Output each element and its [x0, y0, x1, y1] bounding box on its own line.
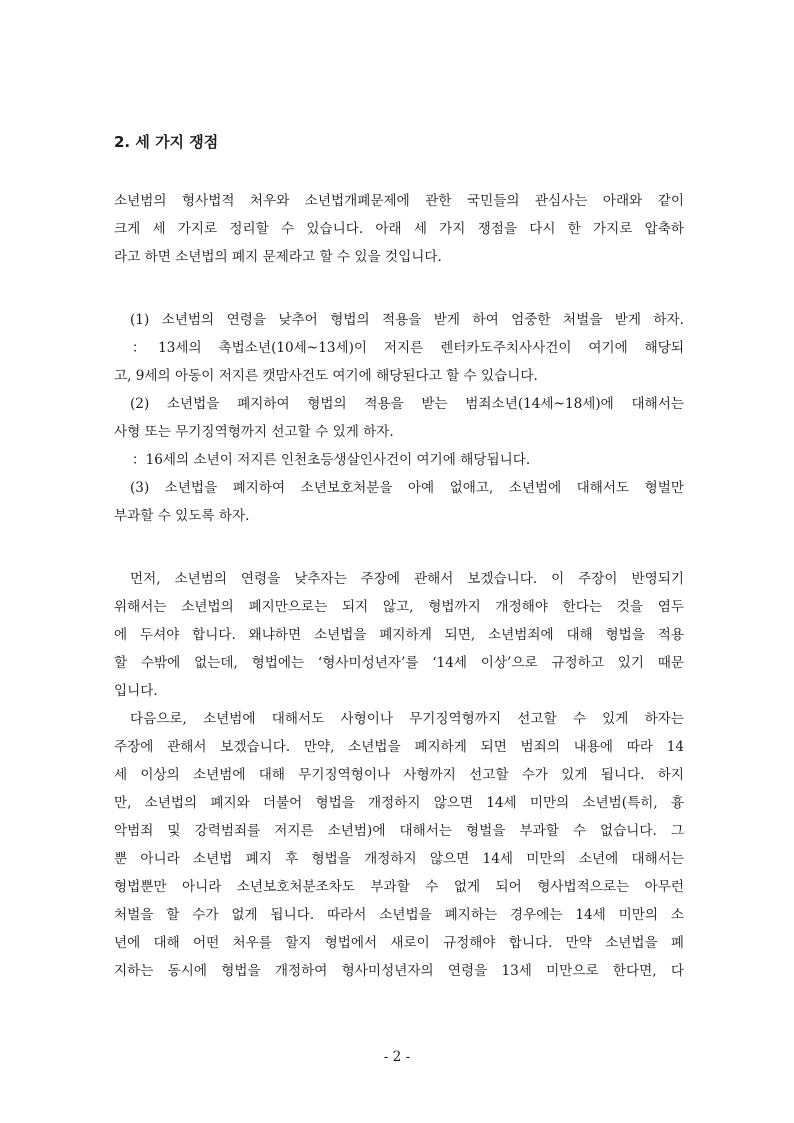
paragraph-line: 라고 하면 소년법의 폐지 문제라고 할 수 있을 것입니다. [114, 249, 442, 265]
paragraph-line: 소년범의 형사법적 처우와 소년법개폐문제에 관한 국민들의 관심사는 아래와 같이 [114, 193, 684, 209]
paragraph-line: 년에 대해 어떤 처우를 할지 형법에서 새로이 규정해야 합니다. 만약 소년법을 폐 [114, 935, 684, 951]
paragraph-line: 다음으로, 소년범에 대해서도 사형이나 무기징역형까지 선고할 수 있게 하자는 [130, 711, 684, 727]
paragraph-line: 만, 소년법의 폐지와 더불어 형법을 개정하지 않으면 14세 미만의 소년범(특히, 흉 [114, 795, 684, 811]
issue-item-2-cont: 사형 또는 무기징역형까지 선고할 수 있게 하자. [114, 424, 394, 440]
section-heading: 2. 세 가지 쟁점 [114, 133, 219, 151]
paragraph-line: 먼저, 소년범의 연령을 낮추자는 주장에 관해서 보겠습니다. 이 주장이 반영되기 [130, 571, 684, 587]
paragraph-line: 처벌을 할 수가 없게 됩니다. 따라서 소년법을 폐지하는 경우에는 14세 미만의 소 [114, 907, 684, 923]
paragraph-line: 입니다. [114, 683, 158, 699]
paragraph-line: 지하는 동시에 형법을 개정하여 형사미성년자의 연령을 13세 미만으로 한다면, 다 [114, 963, 684, 979]
paragraph-line: 위해서는 소년법의 폐지만으로는 되지 않고, 형법까지 개정해야 한다는 것을 염두 [114, 599, 684, 615]
paragraph-line: 세 이상의 소년범에 대해 무기징역형이나 사형까지 선고할 수가 있게 됩니다. 하지 [114, 767, 684, 783]
page-number: - 2 - [383, 1049, 411, 1065]
issue-note-1-cont: 고, 9세의 아동이 저지른 캣맘사건도 여기에 해당된다고 할 수 있습니다. [114, 368, 538, 384]
issue-item-3-cont: 부과할 수 있도록 하자. [114, 508, 250, 524]
paragraph-line: 악범죄 및 강력범죄를 저지른 소년범)에 대해서는 형벌을 부과할 수 없습니다. 그 [114, 823, 684, 839]
paragraph-line: 에 두셔야 합니다. 왜냐하면 소년법을 폐지하게 되면, 소년범죄에 대해 형법을 적용 [114, 627, 684, 643]
paragraph-line: 형법뿐만 아니라 소년보호처분조차도 부과할 수 없게 되어 형사법적으로는 아무런 [114, 879, 684, 895]
paragraph-line: 주장에 관해서 보겠습니다. 만약, 소년법을 폐지하게 되면 범죄의 내용에 따라 14 [114, 739, 684, 755]
issue-item-1: (1) 소년범의 연령을 낮추어 형법의 적용을 받게 하여 엄중한 처벌을 받게 하자. [130, 312, 684, 328]
issue-note-2: ：16세의 소년이 저지른 인천초등생살인사건이 여기에 해당됩니다. [132, 452, 531, 468]
paragraph-line: 할 수밖에 없는데, 형법에는 ‘형사미성년자’를 ‘14세 이상’으로 규정하고 있기 때문 [114, 655, 684, 671]
issue-note-1: ：13세의 촉법소년(10세~13세)이 저지른 렌터카도주치사사건이 여기에 해당되 [132, 340, 684, 356]
issue-item-2: (2) 소년법을 폐지하여 형법의 적용을 받는 범죄소년(14세~18세)에 대해서는 [130, 396, 684, 412]
paragraph-line: 뿐 아니라 소년법 폐지 후 형법을 개정하지 않으면 14세 미만의 소년에 대해서는 [114, 851, 684, 867]
paragraph-line: 크게 세 가지로 정리할 수 있습니다. 아래 세 가지 쟁점을 다시 한 가지로 압축하 [114, 221, 684, 237]
issue-item-3: (3) 소년법을 폐지하여 소년보호처분을 아예 없애고, 소년범에 대해서도 형벌만 [130, 480, 684, 496]
